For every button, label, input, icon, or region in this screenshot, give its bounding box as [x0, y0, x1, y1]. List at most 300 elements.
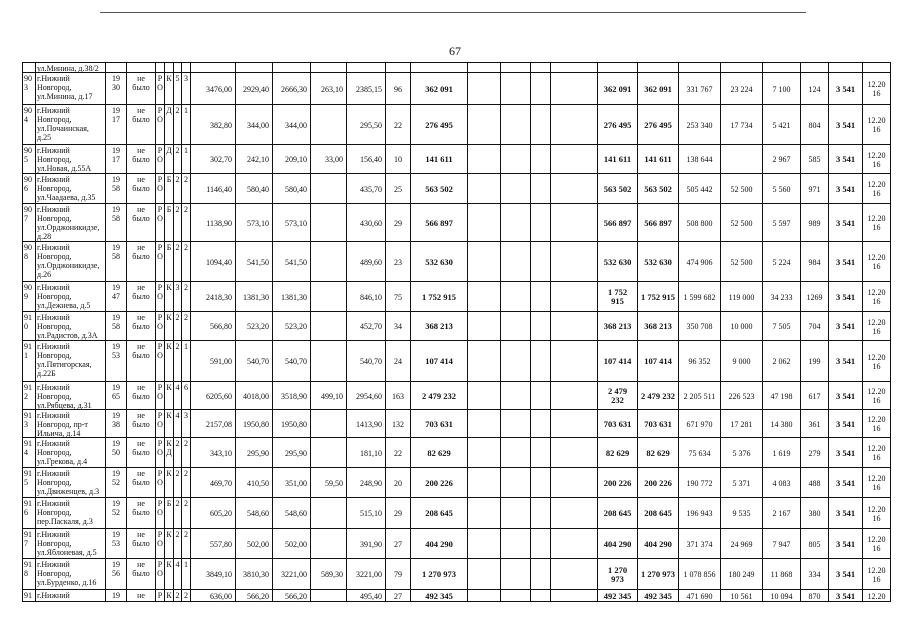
value-cell: 870 [801, 590, 829, 602]
row-number-cell: 90 6 [23, 174, 36, 204]
value-cell [501, 529, 531, 559]
total-cell: 492 345 [638, 590, 679, 602]
area-cell: 242,10 [236, 145, 273, 174]
area-cell [311, 174, 347, 204]
total-cell: 563 502 [598, 174, 638, 204]
value-cell [468, 498, 501, 529]
note-cell: не было [127, 468, 156, 498]
floors-cell: 4 [174, 410, 182, 438]
value-cell [468, 590, 501, 602]
value-cell [531, 73, 551, 105]
address-cell: г.Нижний Новгород, ул.Яблоневая, д.5 [36, 529, 106, 559]
entrances-cell: 3 [182, 73, 191, 105]
value-cell: 5 560 [763, 174, 801, 204]
area-cell: 2385,15 [347, 73, 386, 105]
rate-cell: 3 541 [829, 312, 863, 341]
area-cell: 495,40 [347, 590, 386, 602]
note-cell: не было [127, 410, 156, 438]
floors-cell: 2 [174, 105, 182, 145]
area-cell: 452,70 [347, 312, 386, 341]
entrances-cell: 2 [182, 590, 191, 602]
total-cell: 566 897 [598, 204, 638, 242]
year-cell: 19 52 [106, 468, 127, 498]
total-cell: 404 290 [598, 529, 638, 559]
floors-cell: 2 [174, 590, 182, 602]
code-cell: Р О [156, 312, 165, 341]
address-cell: г.Нижний Новгород, ул.Грекова, д.4 [36, 438, 106, 468]
area-cell: 573,10 [273, 204, 311, 242]
rate-cell: 3 541 [829, 73, 863, 105]
code-cell: Р О [156, 145, 165, 174]
total-cell: 141 611 [638, 145, 679, 174]
total-cell [598, 63, 638, 73]
area-cell: 489,60 [347, 242, 386, 282]
total-cell: 563 502 [411, 174, 468, 204]
value-cell: 704 [801, 312, 829, 341]
value-cell: 180 249 [721, 559, 763, 590]
total-cell: 276 495 [411, 105, 468, 145]
floors-cell: 2 [174, 242, 182, 282]
value-cell: 334 [801, 559, 829, 590]
value-cell [551, 174, 598, 204]
value-cell [531, 529, 551, 559]
value-cell: 488 [801, 468, 829, 498]
total-cell: 362 091 [598, 73, 638, 105]
address-cell: г.Нижний Новгород, ул.Пятигорская, д.22Б [36, 341, 106, 382]
entrances-cell: 3 [182, 410, 191, 438]
value-cell [531, 341, 551, 382]
floors-cell: 2 [174, 312, 182, 341]
value-cell [551, 204, 598, 242]
value-cell: 199 [801, 341, 829, 382]
total-cell: 276 495 [638, 105, 679, 145]
total-cell: 1 270 973 [598, 559, 638, 590]
row-number-cell: 91 2 [23, 382, 36, 410]
row-number-cell: 91 8 [23, 559, 36, 590]
value-cell [468, 242, 501, 282]
type-cell: К [165, 529, 174, 559]
total-cell: 276 495 [598, 105, 638, 145]
date-cell: 12.20 16 [863, 145, 891, 174]
count-cell: 20 [386, 468, 411, 498]
code-cell: Р О [156, 382, 165, 410]
area-cell [273, 63, 311, 73]
total-cell: 107 414 [411, 341, 468, 382]
value-cell [551, 468, 598, 498]
note-cell: не было [127, 559, 156, 590]
value-cell: 5 376 [721, 438, 763, 468]
entrances-cell: 2 [182, 242, 191, 282]
date-cell: 12.20 16 [863, 105, 891, 145]
value-cell: 2 967 [763, 145, 801, 174]
total-cell: 492 345 [411, 590, 468, 602]
entrances-cell: 2 [182, 312, 191, 341]
date-cell: 12.20 16 [863, 559, 891, 590]
year-cell: 19 30 [106, 73, 127, 105]
value-cell [551, 559, 598, 590]
value-cell [468, 382, 501, 410]
value-cell [468, 341, 501, 382]
value-cell: 1 599 682 [679, 282, 721, 312]
area-cell: 2157,08 [191, 410, 236, 438]
year-cell: 19 17 [106, 105, 127, 145]
value-cell [679, 63, 721, 73]
total-cell: 2 479 232 [411, 382, 468, 410]
year-cell: 19 52 [106, 498, 127, 529]
floors-cell: 2 [174, 341, 182, 382]
value-cell: 2 062 [763, 341, 801, 382]
value-cell: 23 224 [721, 73, 763, 105]
area-cell: 591,00 [191, 341, 236, 382]
note-cell: не было [127, 341, 156, 382]
area-cell [311, 312, 347, 341]
rate-cell: 3 541 [829, 590, 863, 602]
floors-cell: 4 [174, 559, 182, 590]
code-cell: Р О [156, 105, 165, 145]
area-cell: 573,10 [236, 204, 273, 242]
count-cell: 24 [386, 341, 411, 382]
total-cell: 368 213 [598, 312, 638, 341]
code-cell: Р О [156, 174, 165, 204]
area-cell: 1146,40 [191, 174, 236, 204]
area-cell: 1094,40 [191, 242, 236, 282]
date-cell: 12.20 16 [863, 242, 891, 282]
note-cell: не было [127, 282, 156, 312]
entrances-cell: 2 [182, 174, 191, 204]
area-cell: 499,10 [311, 382, 347, 410]
floors-cell: 4 [174, 382, 182, 410]
area-cell: 156,40 [347, 145, 386, 174]
rate-cell: 3 541 [829, 282, 863, 312]
value-cell [468, 204, 501, 242]
value-cell: 17 281 [721, 410, 763, 438]
area-cell: 435,70 [347, 174, 386, 204]
area-cell: 343,10 [191, 438, 236, 468]
area-cell: 1138,90 [191, 204, 236, 242]
page-number: 67 [449, 44, 461, 58]
area-cell [347, 63, 386, 73]
floors-cell: 2 [174, 174, 182, 204]
value-cell [801, 63, 829, 73]
date-cell: 12.20 [863, 590, 891, 602]
entrances-cell: 2 [182, 438, 191, 468]
code-cell: Р О [156, 410, 165, 438]
total-cell: 1 270 973 [638, 559, 679, 590]
value-cell: 4 083 [763, 468, 801, 498]
area-cell: 295,90 [236, 438, 273, 468]
year-cell: 19 58 [106, 242, 127, 282]
code-cell: Р О [156, 242, 165, 282]
date-cell: 12.20 16 [863, 529, 891, 559]
value-cell: 190 772 [679, 468, 721, 498]
floors-cell: 2 [174, 468, 182, 498]
type-cell: Д [165, 145, 174, 174]
value-cell: 124 [801, 73, 829, 105]
value-cell: 380 [801, 498, 829, 529]
value-cell [531, 410, 551, 438]
area-cell: 295,90 [273, 438, 311, 468]
code-cell: Р О [156, 204, 165, 242]
type-cell: Б [165, 498, 174, 529]
total-cell: 532 630 [638, 242, 679, 282]
value-cell [468, 468, 501, 498]
area-cell: 1950,80 [273, 410, 311, 438]
area-cell: 566,80 [191, 312, 236, 341]
area-cell: 3221,00 [347, 559, 386, 590]
row-number-cell: 90 8 [23, 242, 36, 282]
value-cell: 585 [801, 145, 829, 174]
value-cell [551, 63, 598, 73]
total-cell: 368 213 [411, 312, 468, 341]
type-cell: К [165, 590, 174, 602]
value-cell [468, 559, 501, 590]
rate-cell: 3 541 [829, 468, 863, 498]
value-cell [551, 590, 598, 602]
area-cell [311, 204, 347, 242]
type-cell: К [165, 282, 174, 312]
value-cell [501, 73, 531, 105]
area-cell: 541,50 [273, 242, 311, 282]
note-cell: не было [127, 73, 156, 105]
note-cell: не было [127, 312, 156, 341]
total-cell: 1 752 915 [411, 282, 468, 312]
value-cell [551, 242, 598, 282]
address-cell: г.Нижний Новгород, ул.Орджоникидзе, д.28 [36, 204, 106, 242]
value-cell [531, 145, 551, 174]
year-cell [106, 63, 127, 73]
code-cell: Р О [156, 282, 165, 312]
value-cell: 119 000 [721, 282, 763, 312]
entrances-cell: 1 [182, 341, 191, 382]
value-cell [551, 312, 598, 341]
area-cell: 540,70 [273, 341, 311, 382]
date-cell: 12.20 16 [863, 73, 891, 105]
type-cell: К Д [165, 438, 174, 468]
value-cell [551, 145, 598, 174]
code-cell: Р О [156, 438, 165, 468]
entrances-cell: 2 [182, 529, 191, 559]
type-cell: К [165, 559, 174, 590]
value-cell: 5 224 [763, 242, 801, 282]
type-cell: К [165, 73, 174, 105]
value-cell [551, 410, 598, 438]
area-cell: 302,70 [191, 145, 236, 174]
area-cell: 548,60 [236, 498, 273, 529]
count-cell: 79 [386, 559, 411, 590]
value-cell: 5 597 [763, 204, 801, 242]
value-cell [763, 63, 801, 73]
value-cell: 9 000 [721, 341, 763, 382]
note-cell: не было [127, 242, 156, 282]
value-cell [531, 590, 551, 602]
area-cell: 3849,10 [191, 559, 236, 590]
total-cell: 532 630 [598, 242, 638, 282]
count-cell: 132 [386, 410, 411, 438]
rate-cell: 3 541 [829, 559, 863, 590]
address-cell: г.Нижний Новгород, пр-т Ильича, д.14 [36, 410, 106, 438]
address-cell: ул.Минина, д.38/2 [36, 63, 106, 73]
total-cell: 492 345 [598, 590, 638, 602]
value-cell: 196 943 [679, 498, 721, 529]
area-cell: 295,50 [347, 105, 386, 145]
code-cell: Р О [156, 559, 165, 590]
count-cell: 22 [386, 105, 411, 145]
address-cell: г.Нижний Новгород, ул.Радистов, д.3А [36, 312, 106, 341]
value-cell: 350 708 [679, 312, 721, 341]
entrances-cell: 1 [182, 105, 191, 145]
area-cell: 523,20 [273, 312, 311, 341]
type-cell: К [165, 382, 174, 410]
area-cell [311, 63, 347, 73]
value-cell [531, 382, 551, 410]
rate-cell: 3 541 [829, 498, 863, 529]
address-cell: г.Нижний Новгород, пер.Паскаля, д.3 [36, 498, 106, 529]
total-cell: 532 630 [411, 242, 468, 282]
area-cell: 382,80 [191, 105, 236, 145]
address-cell: г.Нижний Новгород, ул.Чаадаева, д.35 [36, 174, 106, 204]
type-cell: Д [165, 105, 174, 145]
value-cell: 96 352 [679, 341, 721, 382]
value-cell [468, 529, 501, 559]
value-cell: 805 [801, 529, 829, 559]
value-cell [501, 63, 531, 73]
row-number-cell: 91 0 [23, 312, 36, 341]
rate-cell: 3 541 [829, 145, 863, 174]
area-cell: 2929,40 [236, 73, 273, 105]
entrances-cell: 1 [182, 145, 191, 174]
value-cell: 5 421 [763, 105, 801, 145]
area-cell: 2954,60 [347, 382, 386, 410]
row-number-cell: 91 4 [23, 438, 36, 468]
rate-cell: 3 541 [829, 242, 863, 282]
count-cell: 27 [386, 590, 411, 602]
value-cell: 1269 [801, 282, 829, 312]
area-cell: 391,90 [347, 529, 386, 559]
date-cell: 12.20 16 [863, 312, 891, 341]
area-cell [311, 529, 347, 559]
floors-cell: 5 [174, 73, 182, 105]
code-cell: Р О [156, 529, 165, 559]
rate-cell: 3 541 [829, 529, 863, 559]
area-cell [311, 438, 347, 468]
rate-cell [829, 63, 863, 73]
value-cell [468, 438, 501, 468]
value-cell: 1 078 856 [679, 559, 721, 590]
address-cell: г.Нижний Новгород, ул.Новая, д.55А [36, 145, 106, 174]
row-number-cell: 91 [23, 590, 36, 602]
rate-cell: 3 541 [829, 174, 863, 204]
value-cell [501, 382, 531, 410]
area-cell: 557,80 [191, 529, 236, 559]
note-cell: не было [127, 174, 156, 204]
total-cell: 1 270 973 [411, 559, 468, 590]
area-cell [311, 498, 347, 529]
code-cell: Р [156, 590, 165, 602]
area-cell: 502,00 [273, 529, 311, 559]
area-cell: 430,60 [347, 204, 386, 242]
date-cell: 12.20 16 [863, 382, 891, 410]
area-cell: 351,00 [273, 468, 311, 498]
value-cell: 331 767 [679, 73, 721, 105]
value-cell [501, 242, 531, 282]
value-cell [501, 590, 531, 602]
address-cell: г.Нижний Новгород, ул.Бурденко, д.16 [36, 559, 106, 590]
note-cell: не было [127, 382, 156, 410]
count-cell: 23 [386, 242, 411, 282]
floors-cell [174, 63, 182, 73]
address-cell: г.Нижний Новгород, ул.Рябцева, д.31 [36, 382, 106, 410]
area-cell: 3810,30 [236, 559, 273, 590]
address-cell: г.Нижний [36, 590, 106, 602]
note-cell [127, 63, 156, 73]
value-cell: 371 374 [679, 529, 721, 559]
floors-cell: 3 [174, 282, 182, 312]
rate-cell: 3 541 [829, 341, 863, 382]
value-cell: 617 [801, 382, 829, 410]
area-cell: 33,00 [311, 145, 347, 174]
value-cell: 505 442 [679, 174, 721, 204]
note-cell: не было [127, 498, 156, 529]
note-cell: не было [127, 145, 156, 174]
value-cell [501, 468, 531, 498]
entrances-cell: 2 [182, 282, 191, 312]
total-cell: 2 479 232 [638, 382, 679, 410]
value-cell: 253 340 [679, 105, 721, 145]
value-cell: 2 167 [763, 498, 801, 529]
total-cell: 200 226 [638, 468, 679, 498]
value-cell [721, 145, 763, 174]
total-cell: 362 091 [638, 73, 679, 105]
note-cell: не было [127, 438, 156, 468]
count-cell: 29 [386, 204, 411, 242]
value-cell: 11 868 [763, 559, 801, 590]
year-cell: 19 58 [106, 312, 127, 341]
row-number-cell: 90 7 [23, 204, 36, 242]
type-cell: К [165, 312, 174, 341]
row-number-cell: 91 3 [23, 410, 36, 438]
total-cell: 1 752 915 [638, 282, 679, 312]
value-cell [551, 529, 598, 559]
total-cell: 703 631 [411, 410, 468, 438]
total-cell: 141 611 [411, 145, 468, 174]
code-cell: Р О [156, 498, 165, 529]
total-cell: 107 414 [598, 341, 638, 382]
value-cell [721, 63, 763, 73]
area-cell: 263,10 [311, 73, 347, 105]
date-cell: 12.20 16 [863, 410, 891, 438]
year-cell: 19 38 [106, 410, 127, 438]
value-cell [551, 438, 598, 468]
year-cell: 19 53 [106, 529, 127, 559]
total-cell: 208 645 [598, 498, 638, 529]
rate-cell: 3 541 [829, 105, 863, 145]
count-cell: 29 [386, 498, 411, 529]
area-cell: 846,10 [347, 282, 386, 312]
address-cell: г.Нижний Новгород, ул.Движенцев, д.3 [36, 468, 106, 498]
floors-cell: 2 [174, 145, 182, 174]
year-cell: 19 56 [106, 559, 127, 590]
value-cell [531, 63, 551, 73]
total-cell: 208 645 [638, 498, 679, 529]
total-cell: 404 290 [411, 529, 468, 559]
total-cell: 141 611 [598, 145, 638, 174]
address-cell: г.Нижний Новгород, ул.Орджоникидзе, д.26 [36, 242, 106, 282]
area-cell [191, 63, 236, 73]
row-number-cell: 90 5 [23, 145, 36, 174]
count-cell: 163 [386, 382, 411, 410]
value-cell: 14 380 [763, 410, 801, 438]
type-cell [165, 63, 174, 73]
